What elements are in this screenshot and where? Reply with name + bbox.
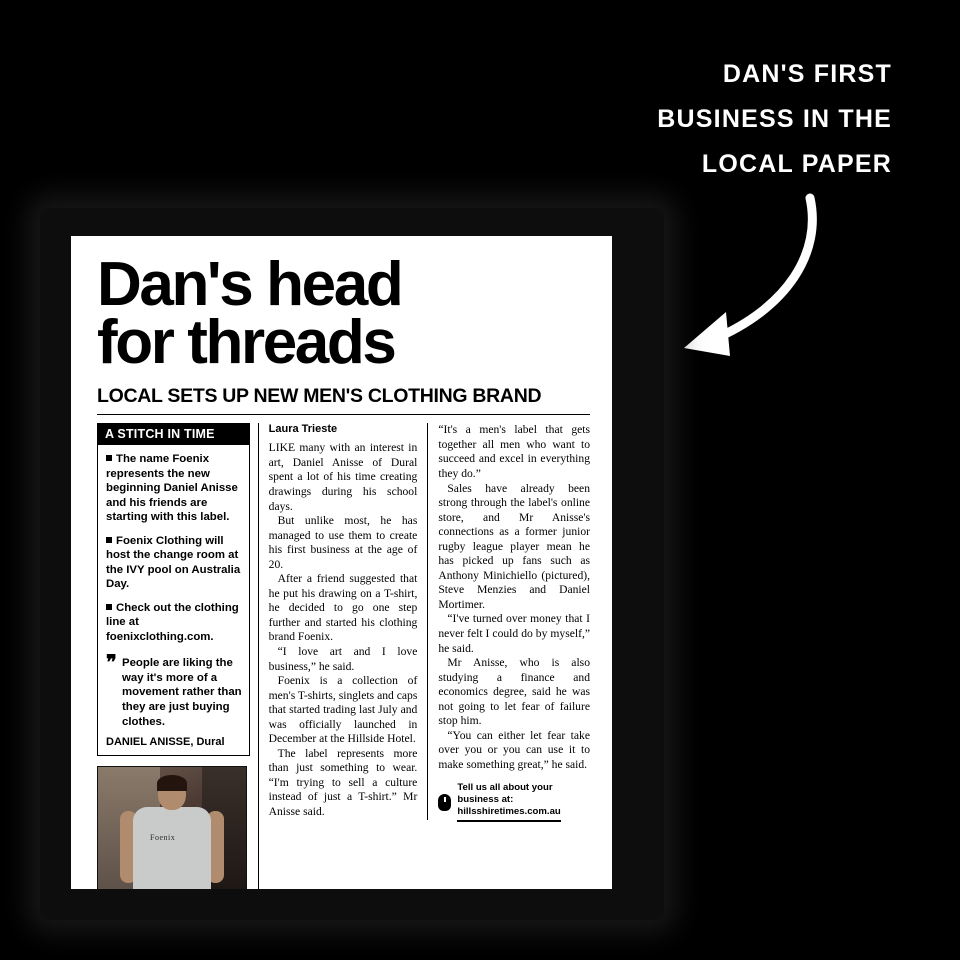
paragraph: “I've turned over money that I never felt I could do by myself,” he said. bbox=[438, 612, 590, 655]
photo-subject-hair bbox=[157, 775, 187, 791]
tell-us-url[interactable]: hillsshiretimes.com.au bbox=[457, 806, 560, 822]
article-columns bbox=[97, 423, 590, 889]
sidebar-box bbox=[97, 445, 250, 756]
paragraph: But unlike most, he has managed to use them to create his first business at the age of 20. bbox=[268, 514, 418, 571]
bullet-square-icon bbox=[106, 604, 112, 610]
paragraph: “You can either let fear take over you or you can use it to make something great,” he said. bbox=[438, 728, 590, 771]
body-text-column-2 bbox=[438, 423, 590, 772]
sidebar-title: A STITCH IN TIME bbox=[97, 423, 250, 445]
body-text-column-1 bbox=[269, 441, 418, 819]
paragraph: After a friend suggested that he put his drawing on a T-shirt, he decided to go one step further and started his clothing brand Foenix. bbox=[268, 572, 418, 644]
bullet-square-icon bbox=[106, 537, 112, 543]
headline-line-1: Dan's head bbox=[97, 250, 402, 319]
headline-line-2: for threads bbox=[97, 307, 395, 377]
mouse-icon bbox=[438, 794, 451, 811]
tell-us-callout bbox=[438, 782, 590, 822]
annotation-text bbox=[532, 52, 892, 187]
paragraph: “It's a men's label that gets together all men who want to succeed and excel in everything they do.” bbox=[438, 423, 590, 480]
paragraph: Sales have already been strong through the label's online store, and Mr Anisse's connections as a former junior rugby league player mean he has picked up fans such as Anthony Minichiello (pictured), Steve Menzies and Daniel Mortimer. bbox=[438, 481, 590, 611]
pull-quote-text: People are liking the way it's more of a movement rather than they are just buying clothes. bbox=[122, 657, 242, 728]
photo-subject-shirt bbox=[133, 807, 211, 889]
subheadline: LOCAL SETS UP NEW MEN'S CLOTHING BRAND bbox=[97, 385, 542, 408]
article-photo bbox=[97, 766, 247, 889]
list-item bbox=[106, 452, 242, 524]
pull-quote bbox=[106, 652, 242, 729]
curved-arrow-icon bbox=[660, 190, 900, 390]
body-column-2 bbox=[428, 423, 590, 822]
body-column-1 bbox=[259, 423, 429, 819]
list-item-text: Check out the clothing line at foenixclothing.com. bbox=[106, 601, 239, 643]
byline: Laura Trieste bbox=[268, 423, 338, 436]
sidebar-column bbox=[97, 423, 259, 889]
paragraph: The label represents more than just something to wear. “I'm trying to sell a culture instead of just a T-shirt.” Mr Anisse said. bbox=[268, 746, 418, 818]
paragraph: Mr Anisse, who is also studying a finance and economics degree, said he was not going to let fear of failure stop him. bbox=[438, 656, 590, 728]
annotation-line-1: DAN'S FIRST bbox=[722, 60, 892, 88]
quote-mark-icon: ❞ bbox=[106, 652, 117, 675]
divider bbox=[97, 414, 590, 415]
tell-us-line-1: Tell us all about your bbox=[457, 782, 553, 794]
tell-us-text bbox=[457, 782, 560, 822]
paragraph: Foenix is a collection of men's T-shirts, singlets and caps that started trading last July and was officially launched in December at the Hillside Hotel. bbox=[268, 674, 418, 746]
bullet-square-icon bbox=[106, 455, 112, 461]
list-item bbox=[106, 534, 242, 592]
paragraph: “I love art and I love business,” he said. bbox=[268, 644, 418, 673]
photo-shirt-logo: Foenix bbox=[150, 833, 176, 843]
list-item-text: The name Foenix represents the new beginning Daniel Anisse and his friends are starting with this label. bbox=[106, 453, 238, 524]
annotation-line-3: LOCAL PAPER bbox=[701, 150, 892, 178]
pull-quote-attribution: DANIEL ANISSE, Dural bbox=[106, 736, 225, 749]
newspaper-clipping bbox=[71, 236, 612, 889]
list-item-text: Foenix Clothing will host the change room at the IVY pool on Australia Day. bbox=[106, 534, 241, 591]
tell-us-line-2: business at: bbox=[457, 794, 514, 806]
paragraph: LIKE many with an interest in art, Daniel Anisse of Dural spent a lot of his time creating drawings during his school days. bbox=[268, 441, 418, 513]
page-title bbox=[97, 250, 590, 377]
annotation-line-2: BUSINESS IN THE bbox=[657, 105, 892, 133]
list-item bbox=[106, 601, 242, 644]
